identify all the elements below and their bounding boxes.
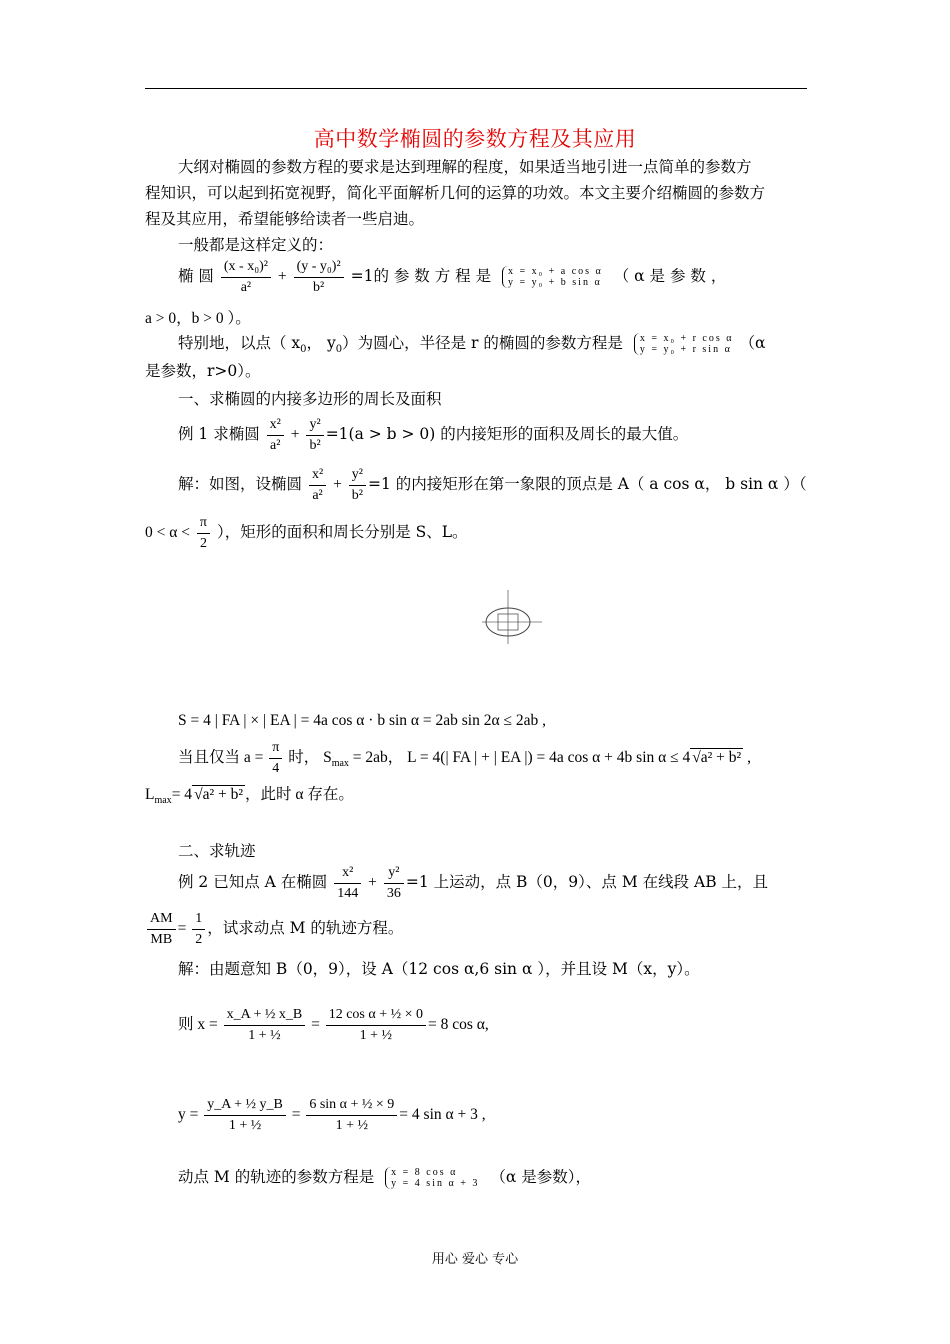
max-condition: 当且仅当 a = $\frac{\pi}{4}$ 时， $S_{max} = 2ab$， L = 4(| FA | + | EA |) = 4a cos α + 4b sin α ≤ 4 √a² + b² , [178, 739, 751, 776]
ellipse-rectangle-figure [478, 588, 546, 648]
section-2-heading: 二、求轨迹 [178, 842, 256, 860]
def-tail: （ α 是 参 数 ， [613, 267, 727, 285]
parametric-system: x = x₀ + a cos α y = y₀ + b sin α [502, 266, 603, 288]
area-equation: S = 4 | FA | × | EA | = 4a cos α · b sin α = 2ab sin 2α ≤ 2ab , [178, 712, 546, 729]
def-lead: 椭 圆 [178, 267, 214, 285]
circle-line-1: 特别地，以点（ $x_0$， $y_0$）为圆心，半径是 r 的椭圆的参数方程是 x = x₀ + r cos α y = y₀ + r sin α （α [178, 333, 766, 356]
solution-1: 解：如图，设椭圆 $\frac{\text{x²}}{\text{a²}}$ + $\frac{\text{y²}}{\text{b²}}$ =1 的内接矩形在第一象限的顶点是 A（ a cos α， b sin α ）（ [178, 466, 807, 503]
solution-2: 解：由题意知 B（0，9），设 A（12 cos α,6 sin α ），并且设 M（x，y）。 [178, 960, 700, 978]
intro-line-2: 程知识，可以起到拓宽视野，简化平面解析几何的运算的功效。本文主要介绍椭圆的参数方 [145, 184, 766, 202]
intro-line-1: 大纲对椭圆的参数方程的要求是达到理解的程度，如果适当地引进一点简单的参数方 [178, 158, 752, 176]
final-system: x = 8 cos α y = 4 sin α + 3 [385, 1167, 479, 1189]
lmax-line: $L_{max}= 4$ √a² + b² ，此时 α 存在。 [145, 786, 354, 807]
x-derivation: 则 x = $\frac{\text{x\_A + ½ x\_B}}{\text{1 + ½}}$ = $\frac{\text{12 cos α + ½ × 0}}{\text{1 + ½}}$ = 8 cos α, [178, 1006, 489, 1043]
intro-line-3: 程及其应用，希望能够给读者一些启迪。 [145, 210, 425, 228]
definition-equation: 椭 圆 $\frac{\text{(x - x₀)²}}{\text{a²}}$ + $\frac{\text{(y - y₀)²}}{\text{b²}}$ =1的 参 数 方 程 是 x = x₀ + a cos α y = y₀ + b sin α （ α 是 参 数 ， [178, 254, 726, 299]
header-rule [145, 88, 807, 89]
circle-system: x = x₀ + r cos α y = y₀ + r sin α [634, 333, 734, 355]
final-equation: 动点 M 的轨迹的参数方程是 x = 8 cos α y = 4 sin α + 3 （α 是参数）， [178, 1167, 591, 1189]
definition-condition: a > 0，b > 0 ）。 [145, 310, 251, 327]
definition-intro: 一般都是这样定义的： [178, 236, 334, 254]
page-title: 高中数学椭圆的参数方程及其应用 [313, 127, 637, 151]
footer: 用心 爱心 专心 [431, 1252, 519, 1267]
circle-line-2: 是参数，r>0）。 [145, 362, 261, 380]
example-1: 例 1 求椭圆 $\frac{\text{x²}}{\text{a²}}$ + $\frac{\text{y²}}{\text{b²}}$ =1(a > b > 0) 的内接矩形的面积及周长的最大值。 [178, 416, 689, 453]
solution-1-range: 0 < α < $\frac{\pi}{2}$ ），矩形的面积和周长分别是 S、L。 [145, 514, 468, 551]
fraction-y: $\frac{\text{(y - y₀)²}}{\text{b²}}$ [294, 257, 344, 298]
def-eq: =1的 参 数 方 程 是 [350, 267, 492, 285]
example-2: 例 2 已知点 A 在椭圆 $\frac{\text{x²}}{144}$ + $\frac{\text{y²}}{36}$ =1 上运动，点 B（0，9）、点 M 在线段 AB 上，且 [178, 864, 769, 901]
y-derivation: y = $\frac{\text{y\_A + ½ y\_B}}{\text{1 + ½}}$ = $\frac{\text{6 sin α + ½ × 9}}{\text{1 + ½}}$ = 4 sin α + 3 , [178, 1096, 486, 1133]
fraction-x: $\frac{\text{(x - x₀)²}}{\text{a²}}$ [221, 257, 271, 298]
section-1-heading: 一、求椭圆的内接多边形的周长及面积 [178, 390, 442, 408]
example-2-ratio: $\frac{AM}{MB}$ = $\frac{1}{2}$ ，试求动点 M 的轨迹方程。 [145, 906, 403, 951]
